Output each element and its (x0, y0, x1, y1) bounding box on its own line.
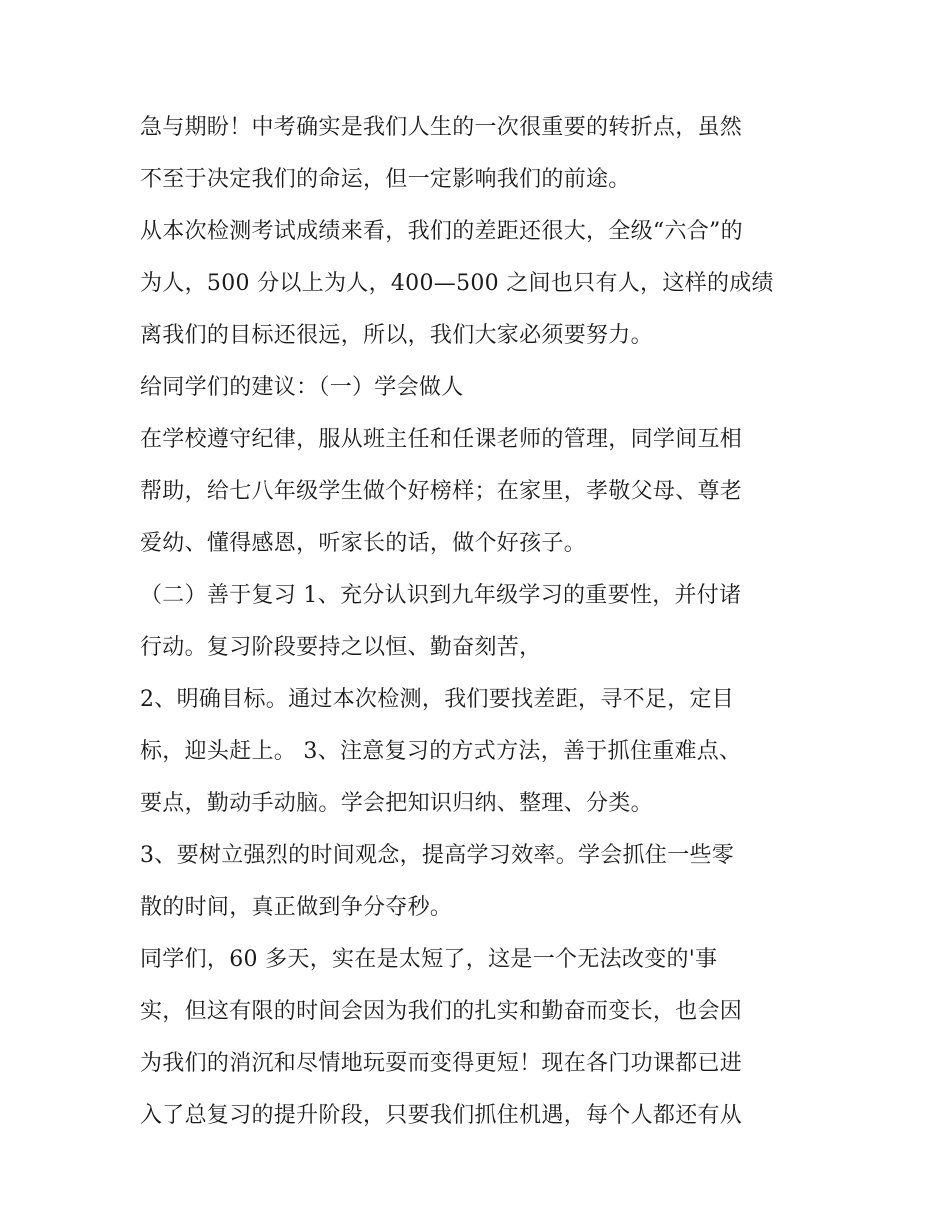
document-body (140, 102, 820, 1142)
text-line-6: 给同学们的建议：（一）学会做人 (140, 375, 464, 400)
text-line-13: 标，迎头赶上。 3、注意复习的方式方法，善于抓住重难点、 (140, 739, 742, 764)
text-line-4: 为人，500 分以上为人，400—500 之间也只有人，这样的成绩 (140, 271, 774, 296)
text-line-10: （二）善于复习 1、充分认识到九年级学习的重要性，并付诸 (140, 583, 742, 608)
text-line-14: 要点，勤动手动脑。学会把知识归纳、整理、分类。 (140, 791, 653, 816)
text-line-3: 从本次检测考试成绩来看，我们的差距还很大，全级“六合”的 (140, 219, 743, 244)
text-line-20: 入了总复习的提升阶段，只要我们抓住机遇，每个人都还有从 (140, 1103, 743, 1128)
text-line-9: 爱幼、懂得感恩，听家长的话，做个好孩子。 (140, 531, 587, 556)
text-line-19: 为我们的消沉和尽情地玩耍而变得更短！现在各门功课都已进 (140, 1051, 743, 1076)
text-line-5: 离我们的目标还很远，所以，我们大家必须要努力。 (140, 323, 653, 348)
text-line-16: 散的时间，真正做到争分夺秒。 (140, 895, 453, 920)
text-line-2: 不至于决定我们的命运，但一定影响我们的前途。 (140, 167, 631, 192)
text-line-17: 同学们，60 多天，实在是太短了，这是一个无法改变的'事 (140, 947, 718, 972)
text-line-18: 实，但这有限的时间会因为我们的扎实和勤奋而变长，也会因 (140, 999, 743, 1024)
text-line-1: 急与期盼！中考确实是我们人生的一次很重要的转折点，虽然 (140, 115, 743, 140)
text-line-8: 帮助，给七八年级学生做个好榜样；在家里，孝敬父母、尊老 (140, 479, 743, 504)
text-line-15: 3、要树立强烈的时间观念，提高学习效率。学会抓住一些零 (140, 843, 735, 868)
text-line-12: 2、明确目标。通过本次检测，我们要找差距，寻不足，定目 (140, 687, 735, 712)
text-line-7: 在学校遵守纪律，服从班主任和任课老师的管理，同学间互相 (140, 427, 743, 452)
text-line-11: 行动。复习阶段要持之以恒、勤奋刻苦， (140, 635, 542, 660)
